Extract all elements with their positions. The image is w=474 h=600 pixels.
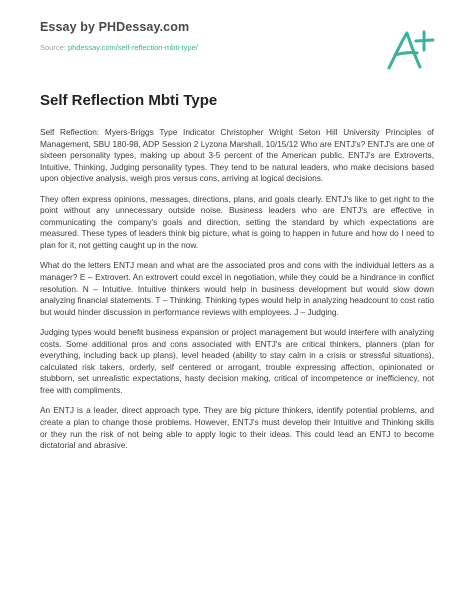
paragraph: They often express opinions, messages, directions, plans, and goals clearly. ENTJ's like to get right to the point without any unnecessary outside noise. Business leaders who are ENTJ's are effective in communicating the company's goals and direction, setting the standard by which expectations are measured. These types of leaders think big picture, what is going to happen in future and how do I need to plan for it, not getting caught up in the now. bbox=[40, 193, 434, 250]
source-link[interactable]: phdessay.com/self-reflection-mbti-type/ bbox=[67, 43, 198, 52]
paragraph: What do the letters ENTJ mean and what are the associated pros and cons with the individual letters as a manager? E – Extrovert. An extrovert could excel in negotiation, while they could be a hindrance in conflict resolution. N – Intuitive. Intuitive thinkers would help in business development but would slow down analyzing financial statements. T – Thinking. Thinking types would help in analyzing headcount to cost ratio but would hinder discussion in performance reviews with employees. J – Judging. bbox=[40, 260, 434, 317]
a-plus-icon bbox=[384, 26, 436, 72]
article-body bbox=[40, 127, 434, 461]
paragraph: Judging types would benefit business expansion or project management but would interfere with analyzing costs. Some additional pros and cons associated with ENTJ's are critical thinkers, planners (plan for everything, including back up plans), level headed (ability to stay calm in a crisis or stressful situations), calculated risk takers, orderly, self centered or arrogant, trouble expressing affection, opinionated or stubborn, set unrealistic expectations, hasty decision making, critical of incompetence or inefficiency, not free with compliments. bbox=[40, 327, 434, 395]
source-line bbox=[40, 43, 435, 52]
site-brand: Essay by PHDessay.com bbox=[40, 20, 190, 34]
page-header bbox=[40, 20, 435, 52]
paragraph: Self Reflection: Myers-Briggs Type Indicator Christopher Wright Seton Hill University Principles of Management, SBU 180-98, ADP Session 2 Lyzona Marshall, 10/15/12 Who are ENTJ's? ENTJ's are one of sixteen personality types, making up about 3-5 percent of the American public. ENTJ's are Extroverts, Intuitive, Thinking, Judging personality types. They tend to be natural leaders, who make decisions based upon objective analysis, weigh pros versus cons, arriving at logical decisions. bbox=[40, 127, 434, 184]
article-title: Self Reflection Mbti Type bbox=[40, 92, 218, 109]
paragraph: An ENTJ is a leader, direct approach type. They are big picture thinkers, identify potential problems, and create a plan to change those problems. However, ENTJ's must develop their Intuitive and Thinking skills or they run the risk of not being able to apply logic to their ideas. This could lead an ENTJ to become dictatorial and abrasive. bbox=[40, 405, 434, 451]
source-label: Source: bbox=[40, 43, 68, 52]
